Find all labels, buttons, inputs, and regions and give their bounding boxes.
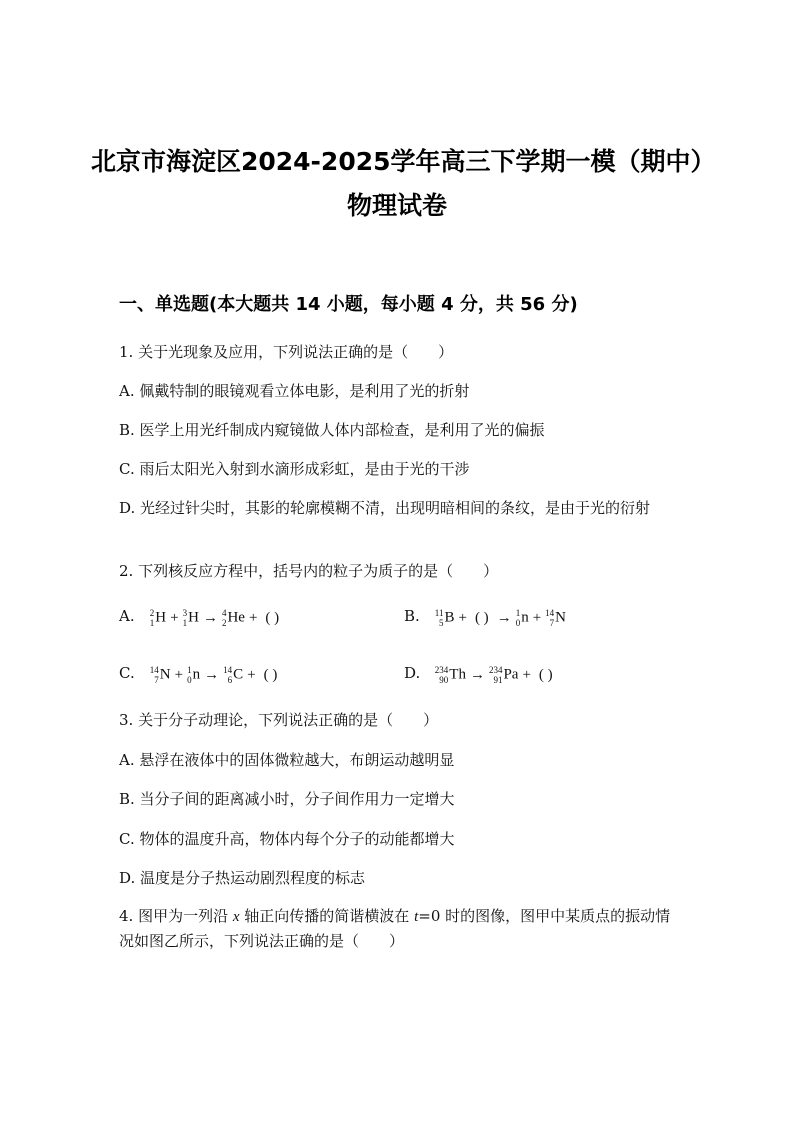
question-3-option-b: B. 当分子间的距离减小时，分子间作用力一定增大	[119, 790, 455, 808]
nuclide	[516, 608, 529, 628]
equation-operator: +	[170, 609, 179, 626]
element-symbol: N	[555, 609, 566, 626]
nuclide	[222, 608, 245, 628]
question-3-option-d: D. 温度是分子热运动剧烈程度的标志	[119, 869, 366, 887]
equation-operator: +	[522, 666, 531, 683]
q4-text: 轴正向传播的简谐横波在	[239, 907, 415, 925]
mass-number: 14	[545, 607, 555, 618]
question-3-stem: 3. 关于分子动理论，下列说法正确的是（ ）	[119, 711, 439, 729]
nuclide	[183, 608, 199, 628]
element-symbol: Pa	[503, 666, 519, 683]
question-1-stem: 1. 关于光现象及应用，下列说法正确的是（ ）	[119, 343, 454, 361]
equation-operator: +	[532, 609, 542, 626]
equation-operator: +	[247, 666, 256, 683]
nuclide	[489, 665, 519, 685]
mass-number: 2	[149, 607, 155, 618]
q4-text: =0 时的图像，图甲中某质点的振动情况如图乙所示，下列说法正确的是（ ）	[119, 907, 671, 950]
element-symbol: He	[227, 609, 245, 626]
question-2-option-a	[119, 604, 283, 630]
equation-operator: →	[496, 609, 512, 626]
equation-operator: ( )	[263, 666, 278, 683]
mass-number: 3	[182, 607, 188, 618]
atomic-number: 7	[154, 674, 159, 685]
section-heading: 一、单选题(本大题共 14 小题，每小题 4 分，共 56 分)	[119, 294, 578, 315]
mass-number: 234	[434, 664, 449, 675]
question-4-stem	[119, 904, 679, 953]
nuclide	[545, 608, 566, 628]
nuclide	[435, 665, 466, 685]
option-label: B.	[404, 607, 420, 625]
equation-operator: →	[469, 666, 485, 683]
element-symbol: n	[521, 609, 529, 626]
nuclide	[187, 665, 200, 685]
atomic-number: 5	[438, 617, 444, 628]
option-label: D.	[404, 664, 421, 682]
equation-operator: +	[248, 609, 258, 626]
equation-operator: ( )	[265, 609, 280, 626]
question-2-option-c	[119, 661, 281, 687]
atomic-number: 0	[187, 674, 192, 685]
mass-number: 234	[488, 664, 503, 675]
question-2-option-b	[404, 604, 566, 630]
mass-number: 4	[221, 607, 227, 618]
q4-var-x: x	[232, 909, 240, 925]
page-title: 北京市海淀区2024-2025学年高三下学期一模（期中）物理试卷	[90, 147, 704, 220]
nuclear-equation	[149, 607, 283, 628]
nuclear-equation	[149, 664, 282, 685]
mass-number: 11	[434, 607, 444, 618]
equation-operator: →	[202, 609, 218, 626]
atomic-number: 2	[221, 617, 227, 628]
element-symbol: B	[444, 609, 455, 626]
equation-operator: ( )	[538, 666, 553, 683]
mass-number: 1	[515, 607, 521, 618]
question-1-option-a: A. 佩戴特制的眼镜观看立体电影，是利用了光的折射	[119, 382, 470, 400]
nuclide	[150, 608, 166, 628]
element-symbol: Th	[449, 666, 466, 683]
equation-operator: ( )	[474, 609, 489, 626]
element-symbol: C	[233, 666, 244, 683]
question-1-option-d: D. 光经过针尖时，其影的轮廓模糊不清，出现明暗相间的条纹，是由于光的衍射	[119, 499, 651, 517]
question-1-option-b: B. 医学上用光纤制成内窥镜做人体内部检查，是利用了光的偏振	[119, 421, 545, 439]
question-2-stem: 2. 下列核反应方程中，括号内的粒子为质子的是（ ）	[119, 562, 499, 580]
question-3-option-a: A. 悬浮在液体中的固体微粒越大，布朗运动越明显	[119, 751, 455, 769]
mass-number: 14	[149, 664, 159, 675]
atomic-number: 1	[182, 617, 188, 628]
atomic-number: 91	[493, 674, 503, 685]
equation-operator: +	[458, 609, 467, 626]
nuclide	[223, 665, 243, 685]
atomic-number: 6	[227, 674, 233, 685]
nuclide	[150, 665, 171, 685]
atomic-number: 1	[149, 617, 155, 628]
equation-operator: +	[174, 666, 184, 683]
element-symbol: H	[155, 609, 167, 626]
atomic-number: 0	[515, 617, 521, 628]
element-symbol: N	[159, 666, 171, 683]
element-symbol: n	[192, 666, 201, 683]
equation-operator: →	[204, 666, 220, 683]
nuclide	[435, 608, 455, 628]
mass-number: 1	[187, 664, 192, 675]
nuclear-equation	[434, 607, 566, 628]
atomic-number: 90	[439, 674, 449, 685]
element-symbol: H	[188, 609, 199, 626]
option-label: A.	[119, 607, 135, 625]
option-label: C.	[119, 664, 135, 682]
question-3-option-c: C. 物体的温度升高，物体内每个分子的动能都增大	[119, 830, 455, 848]
question-1-option-c: C. 雨后太阳光入射到水滴形成彩虹，是由于光的干涉	[119, 460, 470, 478]
nuclear-equation	[434, 664, 557, 685]
q4-text: 4. 图甲为一列沿	[119, 907, 233, 925]
mass-number: 14	[223, 664, 233, 675]
atomic-number: 7	[549, 617, 555, 628]
q4-var-t: t	[414, 909, 419, 925]
question-2-option-d	[404, 661, 557, 687]
